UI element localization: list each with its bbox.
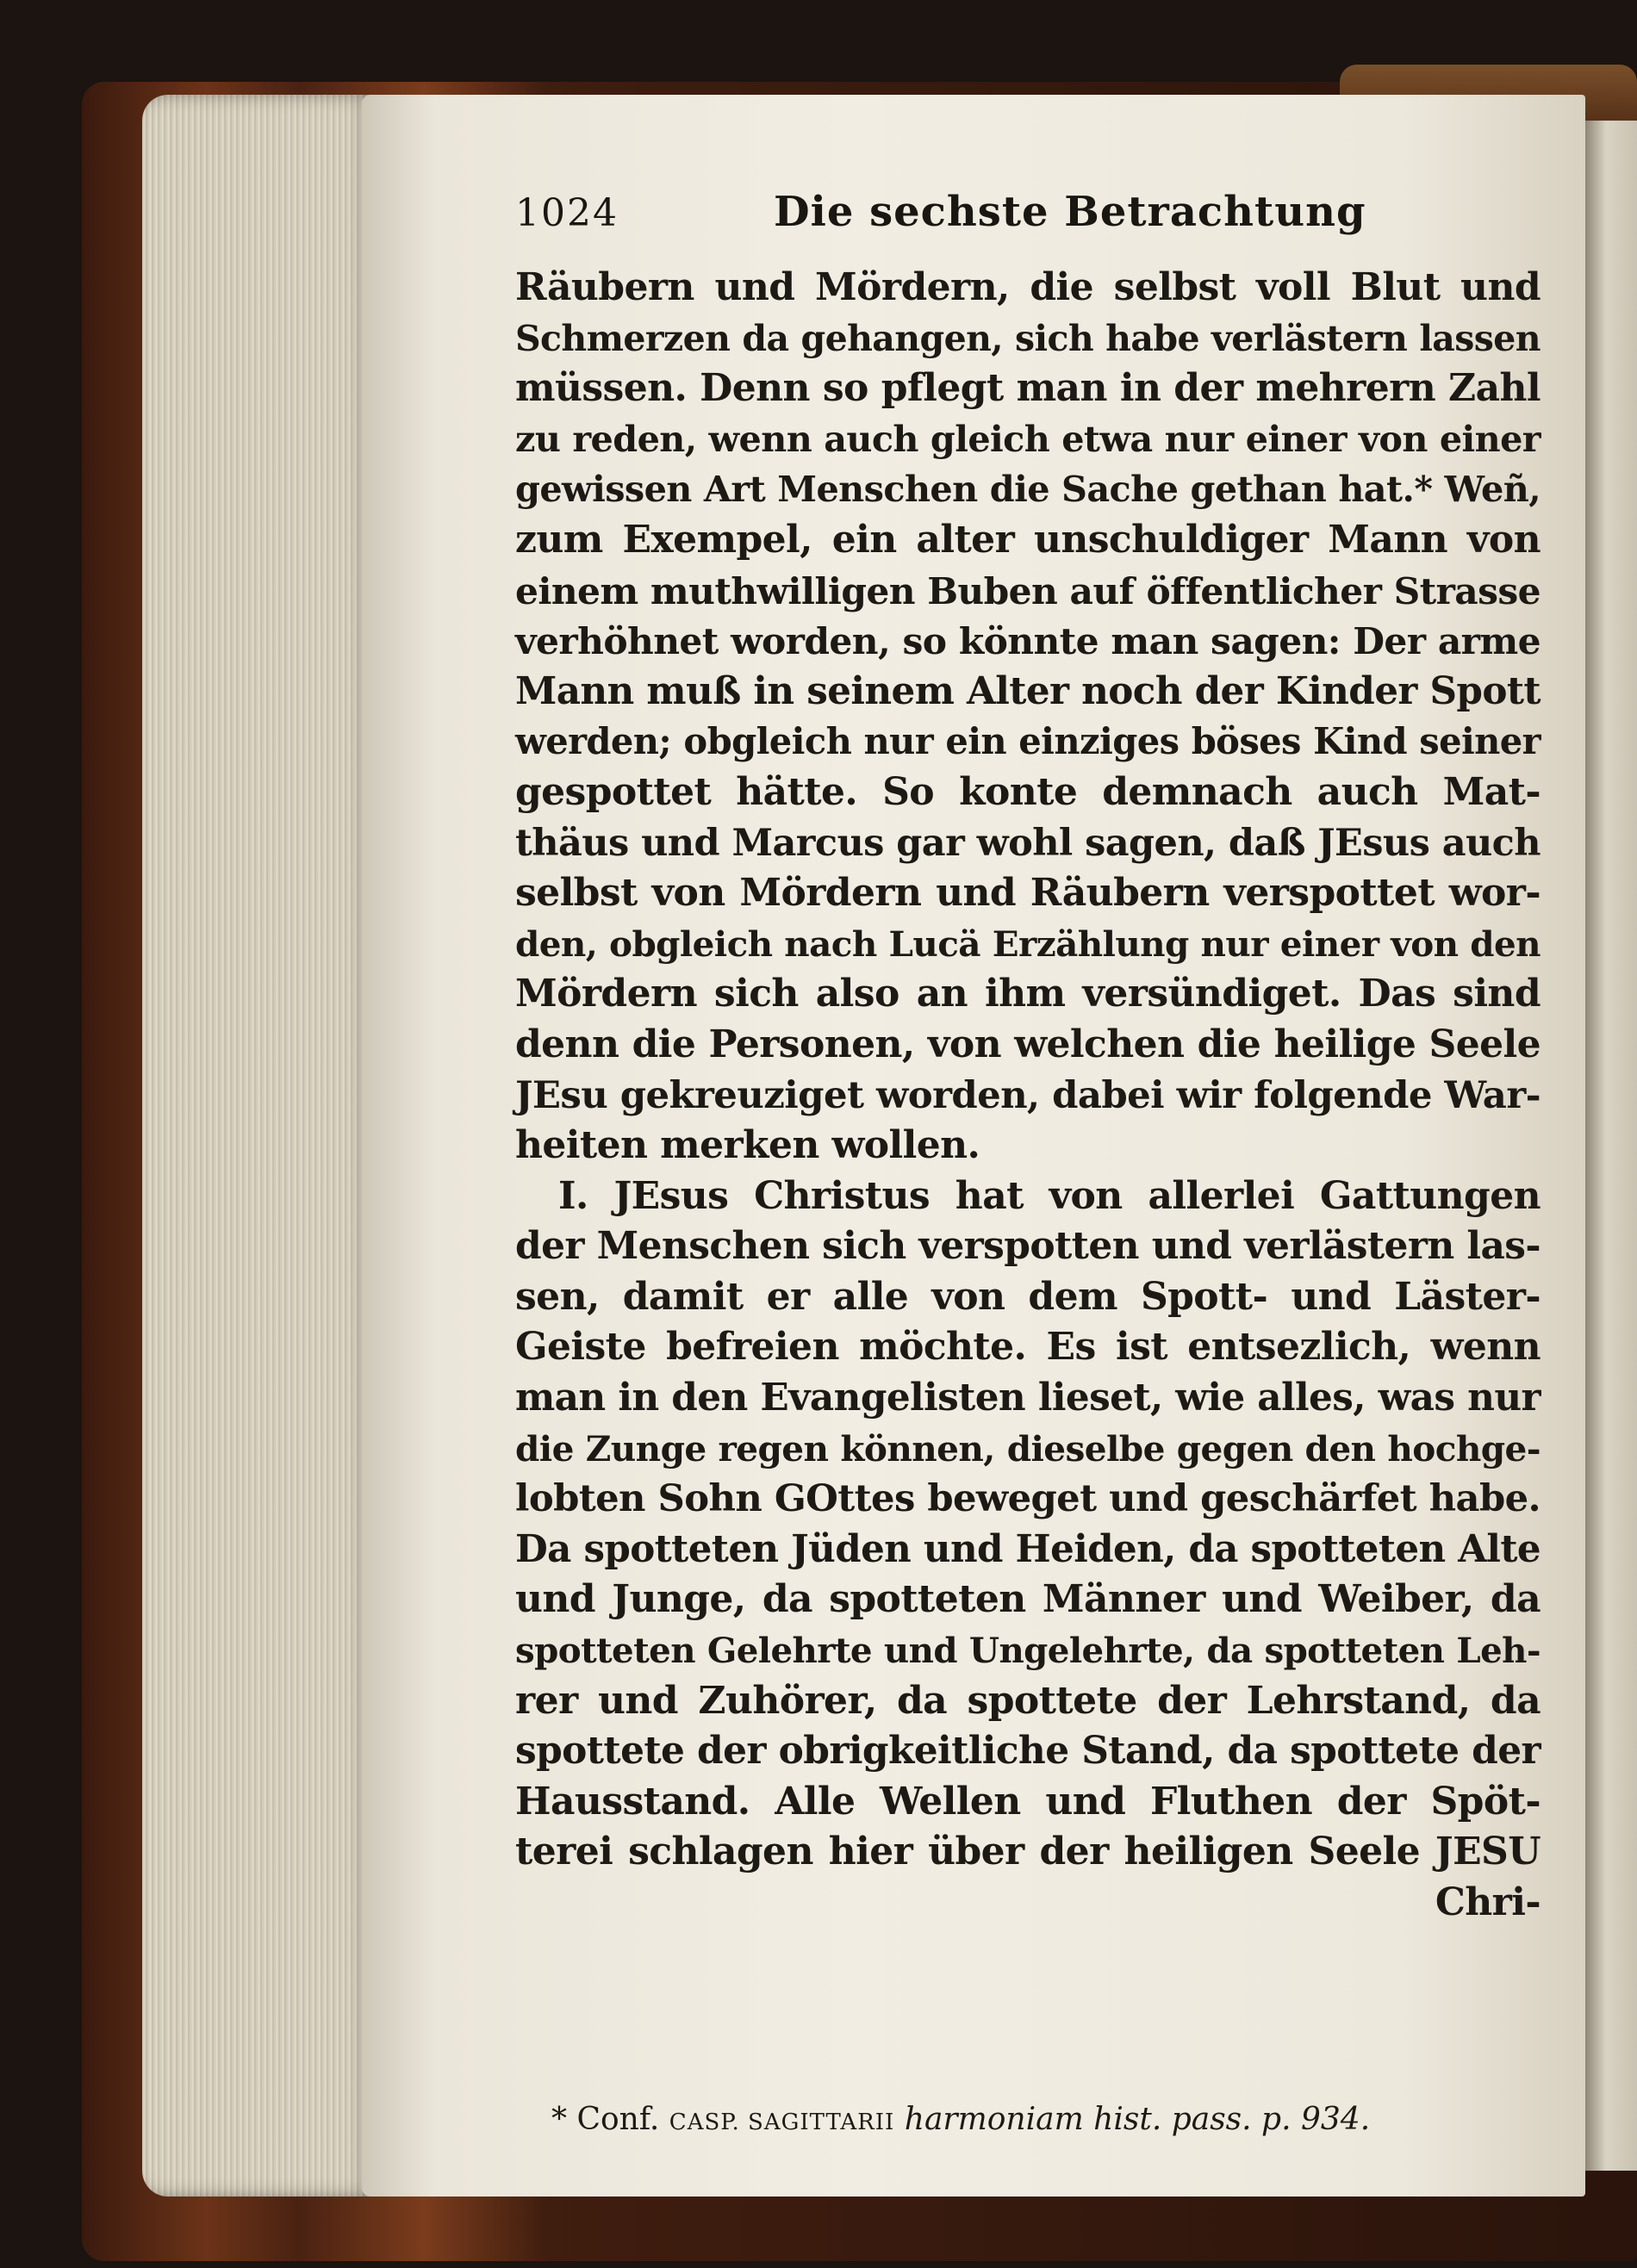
text-line: man in den Evangelisten lieset, wie alles, was nur (515, 1376, 1541, 1420)
text-line: gespottet hätte. So konte demnach auch Mat- (515, 769, 1541, 814)
text-line: denn die Personen, von welchen die heilige Seele (515, 1022, 1541, 1066)
text-line: zu reden, wenn auch gleich etwa nur einer von einer (515, 417, 1541, 460)
text-line: selbst von Mördern und Räubern verspottet wor- (515, 871, 1541, 916)
footnote-title: harmoniam hist. pass. p. 934. (904, 2102, 1371, 2137)
text-line: Räubern und Mördern, die selbst voll Blut und (515, 265, 1541, 309)
text-line: sen, damit er alle von dem Spott- und Läster- (515, 1274, 1541, 1319)
running-head: Die sechste Betrachtung (774, 188, 1366, 236)
text-line: gewissen Art Menschen die Sache gethan hat.* Weñ, (515, 468, 1541, 511)
text-line: terei schlagen hier über der heiligen Seele JESU (515, 1830, 1541, 1874)
text-line: I. JEsus Christus hat von allerlei Gattungen (558, 1173, 1541, 1218)
text-line: Mann muß in seinem Alter noch der Kinder Spott (515, 668, 1541, 713)
text-line: Hausstand. Alle Wellen und Fluthen der Spöt- (515, 1779, 1541, 1824)
text-line: heiten merken wollen. (515, 1123, 980, 1168)
page-number: 1024 (515, 191, 619, 235)
text-line: und Junge, da spotteten Männer und Weiber, da (515, 1577, 1541, 1622)
text-line: der Menschen sich verspotten und verlästern las- (515, 1224, 1541, 1269)
footnote (551, 2102, 1499, 2137)
text-line: einem muthwilligen Buben auf öffentlicher Strasse (515, 569, 1541, 612)
text-line: Geiste befreien möchte. Es ist entsezlich, wenn (515, 1325, 1541, 1370)
text-line: verhöhnet worden, so könnte man sagen: Der arme (515, 619, 1541, 663)
text-line: die Zunge regen können, dieselbe gegen den hochge- (515, 1427, 1541, 1470)
opposite-page (1585, 121, 1637, 2171)
text-line: werden; obgleich nur ein einziges böses Kind seiner (515, 720, 1541, 763)
text-line: Da spotteten Jüden und Heiden, da spotteten Alte (515, 1526, 1541, 1571)
text-line: JEsu gekreuziget worden, dabei wir folgende War- (515, 1072, 1541, 1117)
text-line: rer und Zuhörer, da spottete der Lehrstand, da (515, 1678, 1541, 1723)
text-line: Schmerzen da gehangen, sich habe verlästern lassen (515, 316, 1541, 359)
text-line: lobten Sohn GOttes beweget und geschärfet habe. (515, 1476, 1541, 1521)
page-edges (142, 95, 375, 2197)
text-line: müssen. Denn so pflegt man in der mehrern Zahl (515, 366, 1541, 411)
text-line: Mördern sich also an ihm versündiget. Das sind (515, 972, 1541, 1016)
footnote-author: CASP. SAGITTARII (669, 2110, 895, 2135)
text-line: zum Exempel, ein alter unschuldiger Mann von (515, 517, 1541, 562)
text-line: spottete der obrigkeitliche Stand, da spottete der (515, 1729, 1541, 1774)
text-line: spotteten Gelehrte und Ungelehrte, da spotteten Leh- (515, 1630, 1541, 1672)
text-line: Chri- (1435, 1880, 1541, 1924)
body-text (515, 263, 1541, 1929)
text-line: thäus und Marcus gar wohl sagen, daß JEsus auch (515, 821, 1541, 865)
text-line: den, obgleich nach Lucä Erzählung nur einer von den (515, 923, 1541, 965)
page-header (515, 183, 1536, 243)
footnote-marker: * Conf. (551, 2102, 660, 2137)
